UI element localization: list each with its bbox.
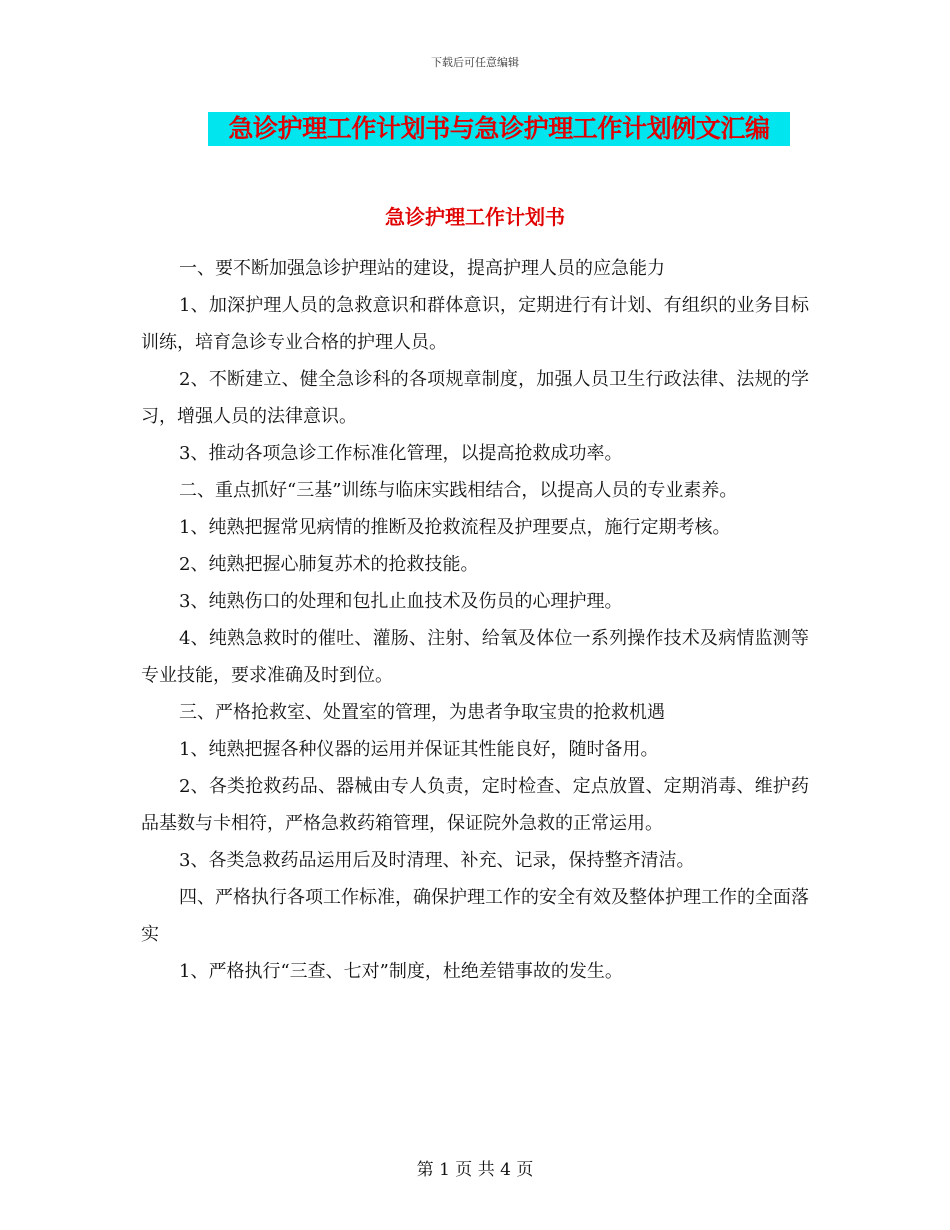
paragraph: 1、纯熟把握各种仪器的运用并保证其性能良好，随时备用。	[179, 739, 659, 760]
paragraph: 4、纯熟急救时的催吐、灌肠、注射、给氧及体位一系列操作技术及病情监测等专业技能，要求准确及时到位。	[141, 628, 809, 686]
paragraph: 3、各类急救药品运用后及时清理、补充、记录，保持整齐清洁。	[179, 850, 695, 871]
document-body	[141, 250, 809, 990]
page-number: 第 1 页 共 4 页	[416, 1160, 534, 1180]
document-title: 急诊护理工作计划书与急诊护理工作计划例文汇编	[208, 112, 790, 146]
paragraph: 3、纯熟伤口的处理和包扎止血技术及伤员的心理护理。	[179, 591, 623, 612]
paragraph: 一、要不断加强急诊护理站的建设，提高护理人员的应急能力	[179, 258, 665, 279]
paragraph: 3、推动各项急诊工作标准化管理，以提高抢救成功率。	[179, 443, 623, 464]
paragraph: 1、纯熟把握常见病情的推断及抢救流程及护理要点，施行定期考核。	[179, 517, 731, 538]
paragraph: 四、严格执行各项工作标准，确保护理工作的安全有效及整体护理工作的全面落实	[141, 887, 809, 945]
paragraph: 1、严格执行“三查、七对”制度，杜绝差错事故的发生。	[179, 961, 623, 982]
header-note: 下载后可任意编辑	[431, 56, 519, 69]
paragraph: 2、不断建立、健全急诊科的各项规章制度，加强人员卫生行政法律、法规的学习，增强人员的法律意识。	[141, 369, 809, 427]
paragraph: 2、纯熟把握心肺复苏术的抢救技能。	[179, 554, 479, 575]
paragraph: 1、加深护理人员的急救意识和群体意识，定期进行有计划、有组织的业务目标训练，培育急诊专业合格的护理人员。	[141, 295, 809, 353]
paragraph: 二、重点抓好“三基”训练与临床实践相结合，以提高人员的专业素养。	[179, 480, 738, 501]
paragraph: 三、严格抢救室、处置室的管理，为患者争取宝贵的抢救机遇	[179, 702, 665, 723]
section-title: 急诊护理工作计划书	[385, 205, 565, 229]
paragraph: 2、各类抢救药品、器械由专人负责，定时检查、定点放置、定期消毒、维护药品基数与卡相符，严格急救药箱管理，保证院外急救的正常运用。	[141, 776, 809, 834]
